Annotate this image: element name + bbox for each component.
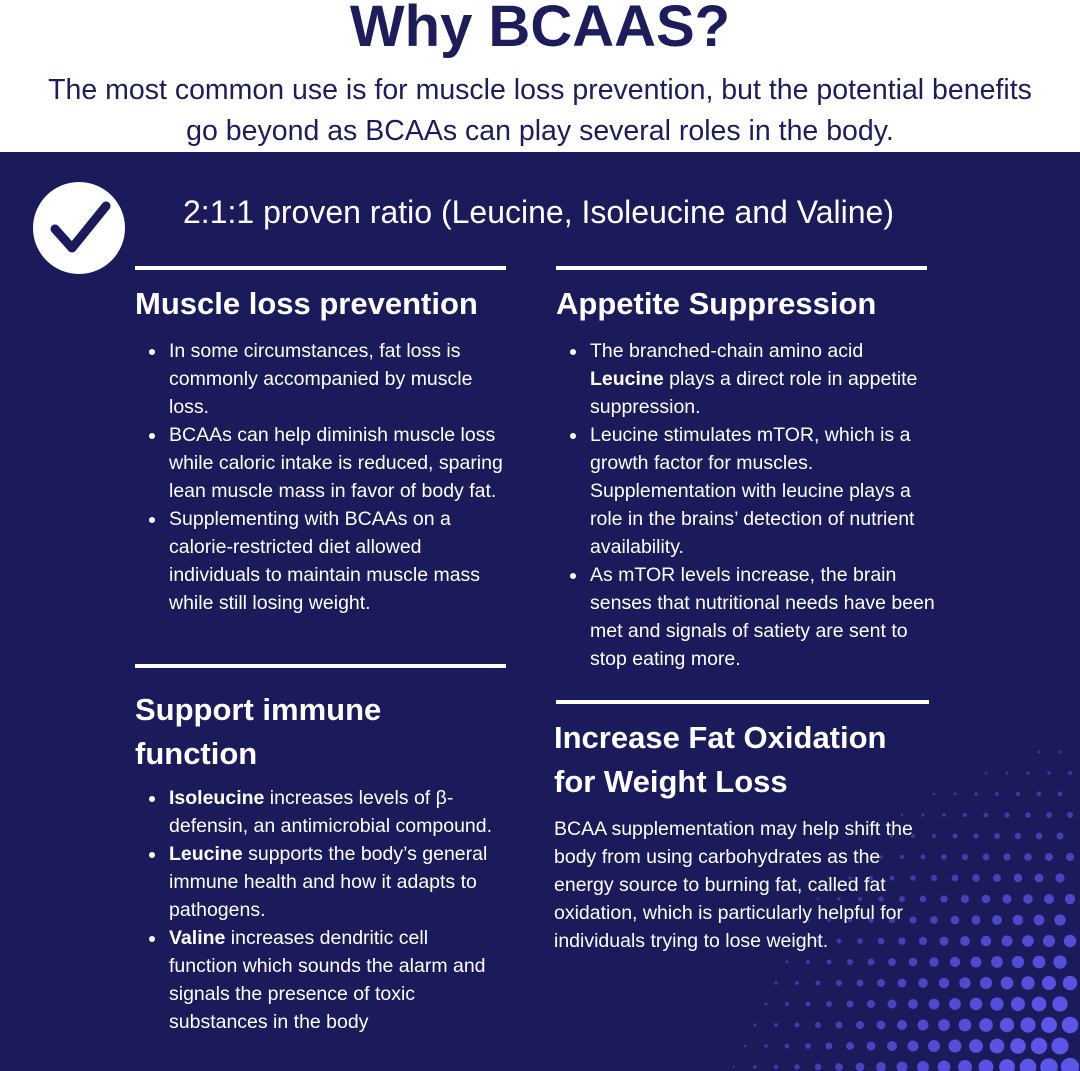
halftone-dot [1065,894,1075,904]
halftone-dot [961,895,969,903]
halftone-dot [867,1042,876,1051]
halftone-dot [939,978,950,989]
section-title-immune: Support immune function [135,692,382,771]
halftone-dot [744,1045,747,1048]
halftone-dot [1020,1059,1037,1071]
halftone-dot [953,792,956,795]
halftone-dot [835,1021,842,1028]
halftone-dot [877,979,885,987]
halftone-dot [785,1044,790,1049]
halftone-dot [963,813,967,817]
halftone-dot [835,1063,843,1071]
halftone-dot [815,980,820,985]
halftone-dot [941,854,947,860]
list-item: Leucine stimulates mTOR, which is a growth factor for muscles. Supplementation with leucine plays a role in the brains’ detection of nutrient availability. [556,421,936,561]
section-title-muscle: Muscle loss prevention [135,286,478,321]
halftone-dot [909,958,918,967]
halftone-dot [1004,812,1009,817]
halftone-dot [1001,977,1014,990]
halftone-dot [981,936,991,946]
list-item: As mTOR levels increase, the brain senses that nutritional needs have been met and signals of satiety are sent to stop eating more. [556,561,936,673]
halftone-dot [949,998,961,1010]
list-item: BCAAs can help diminish muscle loss while caloric intake is reduced, sparing lean muscle mass in favor of body fat. [135,421,515,505]
halftone-dot [1026,771,1029,774]
halftone-dot [1036,833,1043,840]
halftone-dot [897,1062,908,1071]
halftone-dot [1053,955,1066,968]
halftone-dot [1012,956,1024,968]
halftone-dot [969,1039,983,1053]
header [0,0,1080,152]
halftone-dot [1046,812,1052,818]
content-panel [0,152,1080,1071]
halftone-dot [962,854,968,860]
halftone-dot [1015,833,1021,839]
halftone-dot [918,978,928,988]
halftone-dot [959,977,970,988]
halftone-dot [942,813,946,817]
halftone-dot [774,1023,778,1027]
halftone-dot [973,833,978,838]
halftone-dot [1066,853,1074,861]
halftone-dot [1043,935,1055,947]
halftone-dot [1044,894,1054,904]
halftone-dot [753,1065,757,1069]
halftone-dot [856,1021,864,1029]
halftone-dot [1040,1058,1058,1071]
halftone-dot [972,874,979,881]
halftone-dot [826,1001,832,1007]
halftone-dot [1003,853,1010,860]
halftone-dot [1051,1037,1068,1054]
page-subtitle: The most common use is for muscle loss prevention, but the potential benefits go beyond as BCAAs can play several roles in the body. [48,74,1032,147]
list-item: Supplementing with BCAAs on a calorie-restricted diet allowed individuals to maintain muscle mass while still losing weight. [135,505,515,617]
halftone-dot [847,959,853,965]
halftone-dot [815,1064,822,1071]
divider [135,664,506,668]
halftone-dot [794,1064,800,1070]
halftone-dot [1020,1017,1035,1032]
halftone-dot [929,999,940,1010]
list-item: Leucine supports the body’s general immune health and how it adapts to pathogens. [135,840,495,924]
halftone-dot [826,1043,833,1050]
halftone-dot [1047,771,1051,775]
list-immune [135,784,495,1036]
halftone-dot [929,957,938,966]
halftone-dot [990,1039,1005,1054]
halftone-dot [815,1022,821,1028]
halftone-dot [898,979,907,988]
section-title-fat: Increase Fat Oxidation for Weight Loss [554,720,887,799]
halftone-dot [1033,956,1046,969]
list-item: The branched-chain amino acid Leucine plays a direct role in appetite suppression. [556,337,936,421]
halftone-dot [908,999,918,1009]
halftone-dot [1041,1017,1057,1033]
halftone-dot [995,792,999,796]
halftone-dot [1059,751,1062,754]
halftone-dot [971,915,980,924]
halftone-dot [1034,915,1045,926]
halftone-dot [971,957,982,968]
halftone-dot [733,1066,735,1068]
halftone-dot [785,1002,789,1006]
halftone-dot [795,1023,800,1028]
halftone-dot [1061,1058,1079,1071]
halftone-dot [1031,1038,1047,1054]
divider [556,700,929,704]
halftone-dot [970,998,983,1011]
halftone-dot [1010,1038,1026,1054]
section-title-appetite: Appetite Suppression [556,286,877,321]
halftone-dot [877,1021,886,1030]
halftone-dot [980,977,992,989]
halftone-dot [1058,792,1063,797]
halftone-dot [1021,976,1034,989]
halftone-dot [805,1043,811,1049]
halftone-dot [806,960,810,964]
list-item: Valine increases dendritic cell function which sounds the alarm and signals the presence of toxic substances in the body [135,924,495,1036]
halftone-dot [930,916,938,924]
halftone-dot [1052,996,1067,1011]
halftone-dot [1011,997,1025,1011]
list-appetite [556,337,936,673]
halftone-dot [940,895,947,902]
halftone-dot [1064,935,1076,947]
halftone-dot [953,834,958,839]
halftone-dot [805,1001,810,1006]
halftone-dot [931,875,937,881]
halftone-dot [992,915,1002,925]
halftone-dot [959,1019,972,1032]
halftone-dot [1025,812,1031,818]
halftone-dot [1022,935,1034,947]
halftone-dot [887,1041,897,1051]
halftone-dot [1016,792,1020,796]
halftone-dot [1037,792,1042,797]
halftone-dot [994,833,1000,839]
divider [556,266,927,270]
halftone-dot [938,1019,950,1031]
halftone-dot [1045,853,1053,861]
halftone-dot [974,792,978,796]
halftone-dot [1055,873,1064,882]
halftone-dot [1001,935,1012,946]
halftone-dot [984,813,989,818]
halftone-dot [990,997,1003,1010]
halftone-dot [982,895,991,904]
halftone-dot [774,981,777,984]
halftone-dot [867,1000,875,1008]
halftone-dot [938,1061,951,1071]
halftone-dot [932,834,936,838]
halftone-dot [908,1041,919,1052]
halftone-dot [952,875,959,882]
halftone-dot [999,1059,1015,1071]
halftone-dot [1005,771,1008,774]
halftone-dot [928,1040,940,1052]
halftone-dot [958,1060,972,1071]
halftone-dot [979,1060,994,1071]
halftone-dot [754,1024,757,1027]
halftone-dot [846,1000,853,1007]
halftone-dot [993,874,1001,882]
halftone-dot [983,854,990,861]
list-item: Isoleucine increases levels of β-defensin, an antimicrobial compound. [135,784,495,840]
halftone-dot [1014,874,1022,882]
halftone-dot [795,981,799,985]
halftone-dot [1032,997,1047,1012]
halftone-dot [1000,1018,1014,1032]
halftone-dot [1067,812,1073,818]
halftone-dot [897,1020,907,1030]
ratio-text: 2:1:1 proven ratio (Leucine, Isoleucine and Valine) [183,194,894,230]
halftone-dot [785,960,788,963]
halftone-dot [950,957,960,967]
halftone-dot [991,956,1003,968]
halftone-dot [888,1000,897,1009]
halftone-dot [1023,894,1033,904]
halftone-dot [1054,914,1065,925]
halftone-dot [836,980,842,986]
halftone-dot [1002,894,1011,903]
halftone-dot [1063,976,1077,990]
halftone-dot [846,1042,854,1050]
halftone-dot [1038,751,1041,754]
halftone-dot [1035,874,1044,883]
halftone-dot [939,936,948,945]
halftone-dot [868,959,875,966]
halftone-dot [856,1063,865,1071]
halftone-dot [960,936,970,946]
halftone-dot [1068,771,1072,775]
halftone-dot [826,959,831,964]
page-title: Why BCAAS? [349,0,731,59]
halftone-dot [1062,1017,1078,1033]
halftone-dot [774,1065,779,1070]
fat-paragraph: BCAA supplementation may help shift the body from using carbohydrates as the energy source to burning fat, called fat oxidation, which is particularly helpful for individuals trying to lose weight. [554,818,913,952]
halftone-dot [1042,976,1056,990]
halftone-dot [951,916,960,925]
halftone-dot [985,772,988,775]
list-muscle [135,337,515,617]
halftone-dot [1056,832,1063,839]
halftone-dot [918,1020,929,1031]
halftone-dot [979,1018,993,1032]
list-item: In some circumstances, fat loss is commonly accompanied by muscle loss. [135,337,515,421]
check-icon [33,182,125,274]
halftone-dot [764,1002,767,1005]
halftone-dot [888,958,896,966]
halftone-dot [876,1062,886,1071]
halftone-dot [1024,853,1032,861]
halftone-dot [764,1044,768,1048]
halftone-dot [1013,915,1023,925]
halftone-dot [857,980,864,987]
halftone-dot [949,1040,962,1053]
halftone-dot [917,1061,929,1071]
divider [135,266,506,270]
